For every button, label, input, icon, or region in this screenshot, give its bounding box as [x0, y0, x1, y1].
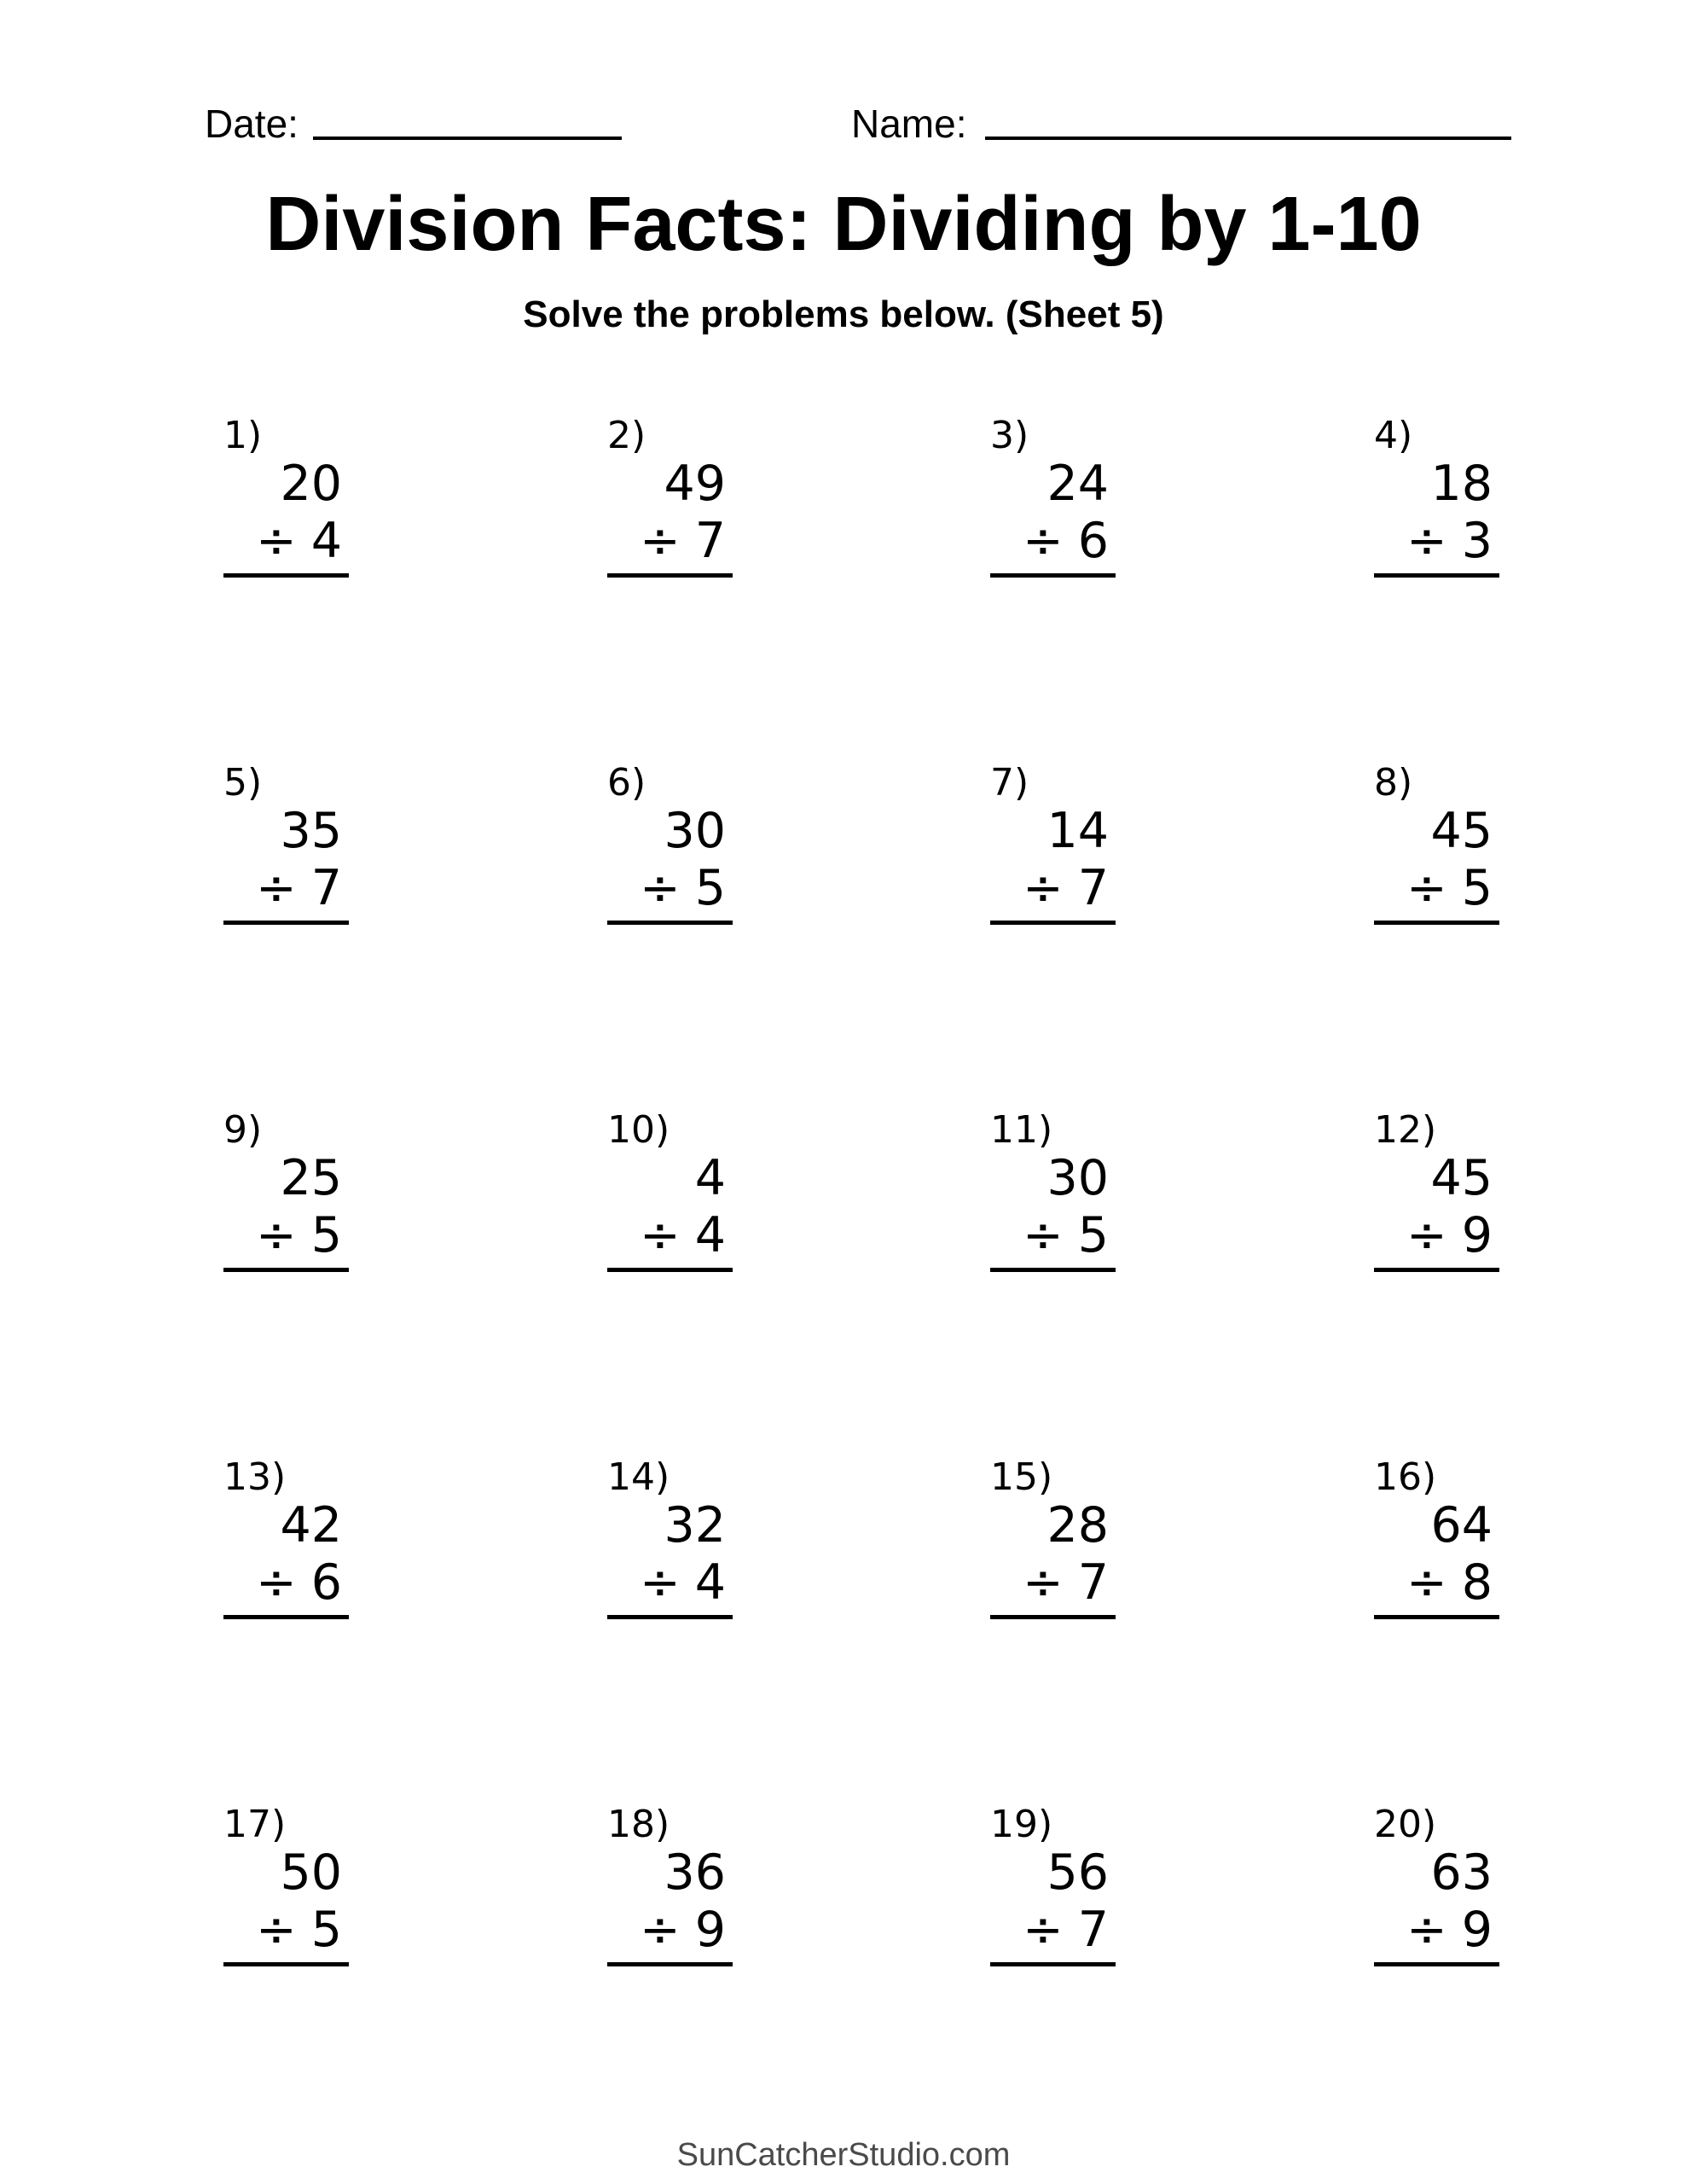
dividend-value: 14: [1046, 803, 1109, 859]
division-operator: ÷: [639, 1207, 681, 1263]
problem-cell: [607, 1455, 733, 1619]
dividend-value: 4: [694, 1150, 726, 1206]
division-operator: ÷: [639, 860, 681, 916]
divisor-value: 9: [1461, 1902, 1493, 1958]
answer-line[interactable]: [223, 921, 349, 925]
dividend-value: 50: [280, 1844, 342, 1901]
divisor-value: 5: [310, 1902, 342, 1958]
division-operator: ÷: [1022, 860, 1064, 916]
dividend-value: 63: [1430, 1844, 1493, 1901]
problem-cell: [223, 1108, 349, 1272]
answer-line[interactable]: [1374, 573, 1499, 578]
name-label: Name:: [851, 102, 967, 146]
answer-line[interactable]: [990, 1615, 1116, 1619]
problem-cell: [1374, 1805, 1499, 1966]
name-blank-line[interactable]: [985, 136, 1511, 140]
divisor-value: 9: [1461, 1207, 1493, 1263]
divisor-value: 5: [1461, 860, 1493, 916]
dividend-value: 45: [1430, 803, 1493, 859]
dividend-value: 30: [664, 803, 726, 859]
divisor-value: 6: [1077, 513, 1109, 569]
divisor-value: 4: [310, 513, 342, 569]
dividend-value: 20: [280, 456, 342, 512]
dividend-value: 64: [1430, 1497, 1493, 1554]
answer-line[interactable]: [223, 1268, 349, 1272]
dividend-value: 32: [664, 1497, 726, 1554]
problem-cell: [1374, 1455, 1499, 1619]
divisor-value: 7: [1077, 1554, 1109, 1611]
problem-cell: [1374, 416, 1499, 578]
dividend-value: 45: [1430, 1150, 1493, 1206]
problem-cell: [223, 416, 349, 578]
divisor-value: 7: [1077, 860, 1109, 916]
division-operator: ÷: [255, 1554, 297, 1611]
divisor-value: 7: [1077, 1902, 1109, 1958]
date-blank-line[interactable]: [313, 136, 622, 140]
problem-number: 15): [990, 1455, 1053, 1499]
divisor-value: 3: [1461, 513, 1493, 569]
dividend-value: 28: [1046, 1497, 1109, 1554]
division-operator: ÷: [1406, 860, 1447, 916]
problem-cell: [990, 761, 1116, 925]
answer-line[interactable]: [223, 1615, 349, 1619]
answer-line[interactable]: [990, 1962, 1116, 1966]
dividend-value: 56: [1046, 1844, 1109, 1901]
divisor-value: 7: [694, 513, 726, 569]
answer-line[interactable]: [990, 921, 1116, 925]
answer-line[interactable]: [990, 573, 1116, 578]
division-operator: ÷: [1022, 1554, 1064, 1611]
answer-line[interactable]: [1374, 921, 1499, 925]
date-label: Date:: [205, 102, 299, 146]
answer-line[interactable]: [607, 1615, 733, 1619]
answer-line[interactable]: [1374, 1615, 1499, 1619]
divisor-value: 7: [310, 860, 342, 916]
problem-number: 7): [990, 761, 1029, 804]
problem-number: 2): [607, 414, 646, 457]
divisor-value: 5: [310, 1207, 342, 1263]
division-operator: ÷: [1022, 1902, 1064, 1958]
division-operator: ÷: [1022, 1207, 1064, 1263]
answer-line[interactable]: [607, 1268, 733, 1272]
division-operator: ÷: [639, 513, 681, 569]
divisor-value: 5: [694, 860, 726, 916]
answer-line[interactable]: [1374, 1962, 1499, 1966]
dividend-value: 24: [1046, 456, 1109, 512]
dividend-value: 36: [664, 1844, 726, 1901]
dividend-value: 25: [280, 1150, 342, 1206]
answer-line[interactable]: [223, 573, 349, 578]
answer-line[interactable]: [223, 1962, 349, 1966]
problem-cell: [990, 1108, 1116, 1272]
page-title: Division Facts: Dividing by 1-10: [265, 182, 1422, 267]
problem-number: 6): [607, 761, 646, 804]
problem-number: 9): [223, 1108, 263, 1152]
problem-number: 13): [223, 1455, 287, 1499]
answer-line[interactable]: [607, 573, 733, 578]
problem-number: 1): [223, 414, 263, 457]
divisor-value: 5: [1077, 1207, 1109, 1263]
division-operator: ÷: [1406, 1207, 1447, 1263]
answer-line[interactable]: [607, 921, 733, 925]
problem-number: 10): [607, 1108, 670, 1152]
footer-site-name: SunCatcherStudio.com: [676, 2137, 1011, 2173]
division-operator: ÷: [1406, 1902, 1447, 1958]
problem-number: 20): [1374, 1803, 1437, 1846]
divisor-value: 8: [1461, 1554, 1493, 1611]
problem-cell: [990, 1805, 1116, 1966]
problem-cell: [1374, 761, 1499, 925]
dividend-value: 35: [280, 803, 342, 859]
division-operator: ÷: [255, 860, 297, 916]
divisor-value: 6: [310, 1554, 342, 1611]
problem-cell: [607, 416, 733, 578]
answer-line[interactable]: [990, 1268, 1116, 1272]
division-operator: ÷: [1406, 1554, 1447, 1611]
dividend-value: 49: [664, 456, 726, 512]
problem-number: 4): [1374, 414, 1413, 457]
division-operator: ÷: [255, 1902, 297, 1958]
problem-number: 18): [607, 1803, 670, 1846]
problem-number: 17): [223, 1803, 287, 1846]
problem-number: 3): [990, 414, 1029, 457]
problem-cell: [990, 1455, 1116, 1619]
answer-line[interactable]: [607, 1962, 733, 1966]
dividend-value: 42: [280, 1497, 342, 1554]
division-operator: ÷: [639, 1902, 681, 1958]
problem-cell: [223, 1805, 349, 1966]
divisor-value: 9: [694, 1902, 726, 1958]
problem-cell: [990, 416, 1116, 578]
problem-number: 5): [223, 761, 263, 804]
division-operator: ÷: [1406, 513, 1447, 569]
division-operator: ÷: [639, 1554, 681, 1611]
problem-cell: [223, 1455, 349, 1619]
problem-number: 12): [1374, 1108, 1437, 1152]
problem-number: 11): [990, 1108, 1053, 1152]
problem-cell: [1374, 1108, 1499, 1272]
division-operator: ÷: [255, 513, 297, 569]
answer-line[interactable]: [1374, 1268, 1499, 1272]
division-operator: ÷: [255, 1207, 297, 1263]
division-operator: ÷: [1022, 513, 1064, 569]
dividend-value: 30: [1046, 1150, 1109, 1206]
divisor-value: 4: [694, 1554, 726, 1611]
problem-number: 19): [990, 1803, 1053, 1846]
divisor-value: 4: [694, 1207, 726, 1263]
problem-cell: [223, 761, 349, 925]
page-subtitle: Solve the problems below. (Sheet 5): [523, 293, 1164, 335]
problem-cell: [607, 761, 733, 925]
problem-number: 8): [1374, 761, 1413, 804]
problem-number: 14): [607, 1455, 670, 1499]
dividend-value: 18: [1430, 456, 1493, 512]
problem-number: 16): [1374, 1455, 1437, 1499]
problems-grid: [223, 416, 1503, 2003]
problem-cell: [607, 1108, 733, 1272]
problem-cell: [607, 1805, 733, 1966]
